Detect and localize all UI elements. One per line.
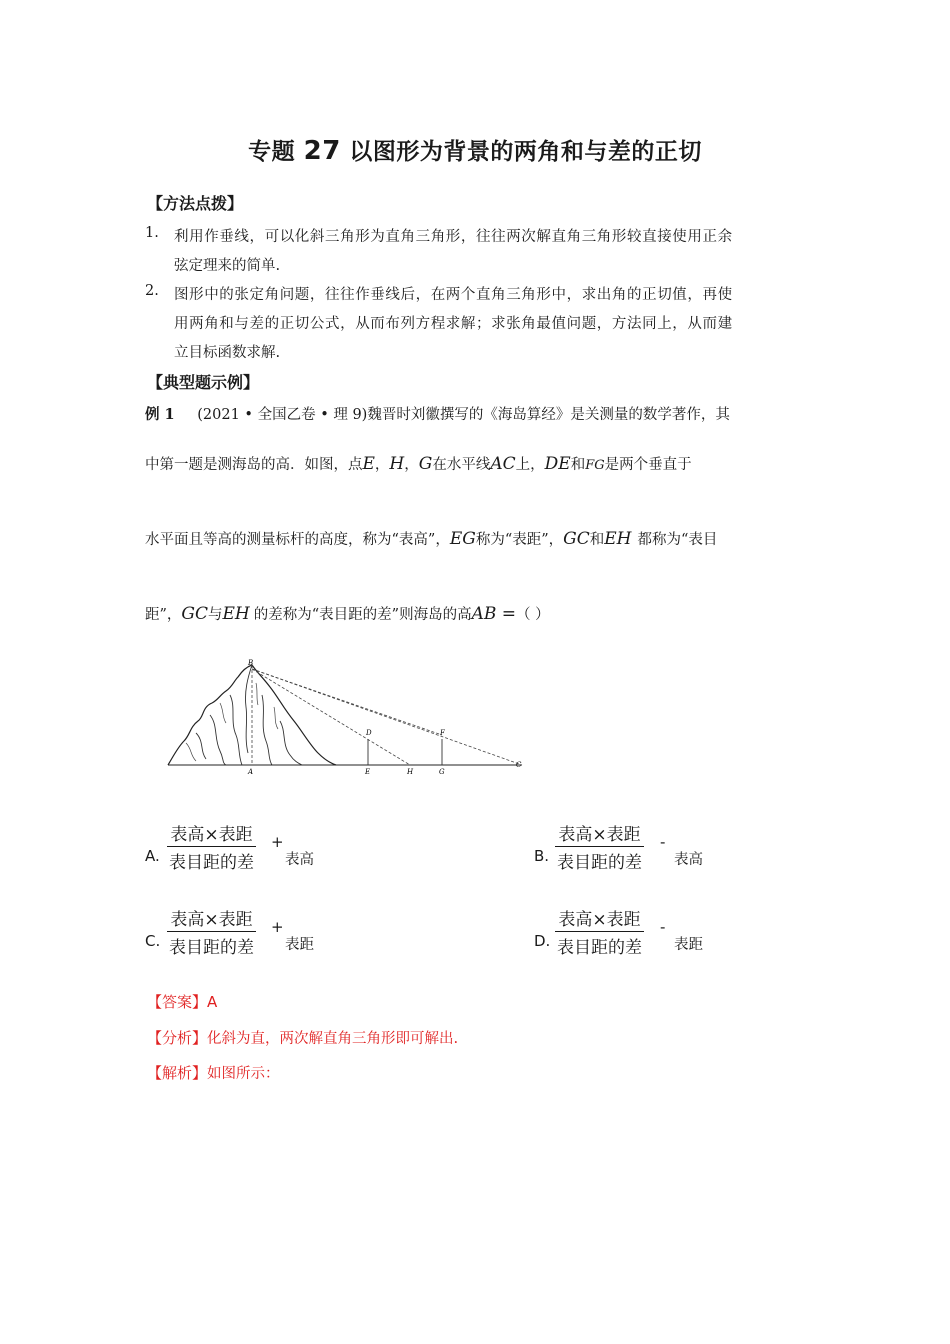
fraction-bar — [167, 846, 256, 847]
example-line-2-text-5: 是两个垂直于 — [604, 457, 692, 473]
segment-GC: GC — [181, 604, 209, 624]
island-shading — [186, 683, 278, 761]
option-b-fraction — [555, 820, 644, 873]
answer-label: 【答案】 — [147, 993, 208, 1011]
option-a-sign: + — [271, 833, 284, 851]
solution-line — [147, 1062, 280, 1083]
option-b-term: 表高 — [674, 852, 703, 868]
separator: ， — [404, 457, 419, 473]
option-c-letter[interactable]: C. — [145, 932, 161, 950]
method-item-2-line-1: 图形中的张定角问题，往往作垂线后，在两个直角三角形中，求出角的正切值，再使 — [174, 287, 733, 303]
option-c-sign: + — [271, 918, 284, 936]
title-number: 27 — [303, 136, 341, 166]
option-a-fraction — [167, 820, 256, 873]
example-line-4-text-3: 的差称为“表目距的差”则海岛的高 — [253, 607, 472, 623]
option-d-fraction — [555, 905, 644, 958]
example-line-2 — [145, 453, 692, 474]
segment-DE: DE — [544, 454, 571, 474]
example-line-4-text-4: （ ） — [516, 607, 550, 623]
solution-label: 【解析】 — [147, 1064, 208, 1082]
fraction-denominator: 表目距的差 — [169, 853, 254, 873]
example-line-3-text-4: 都称为“表目 — [637, 532, 718, 548]
method-item-1-line-1: 利用作垂线，可以化斜三角形为直角三角形，往往两次解直角三角形较直接使用正余 — [174, 229, 733, 245]
example-line-2-text-3: 上， — [515, 457, 545, 473]
solution-text: 如图所示： — [207, 1066, 280, 1082]
fraction-denominator: 表目距的差 — [169, 938, 254, 958]
example-line-4 — [145, 603, 550, 624]
option-c-fraction — [167, 905, 256, 958]
analysis-line — [147, 1027, 458, 1048]
example-line-4-text-1: 距”， — [145, 607, 182, 623]
fraction-bar — [555, 931, 644, 932]
option-d-term: 表距 — [674, 937, 703, 953]
point-E: E — [362, 454, 375, 474]
separator: ， — [374, 457, 390, 473]
fraction-denominator: 表目距的差 — [557, 938, 642, 958]
method-item-2-line-3: 立目标函数求解. — [174, 345, 281, 361]
example-line-4-text-2: 与 — [208, 607, 223, 623]
example-line-2-text-4: 和 — [570, 457, 586, 473]
answer-line — [147, 991, 217, 1012]
fraction-numerator: 表高×表距 — [558, 825, 641, 845]
example-line-3 — [145, 528, 717, 549]
option-a-term: 表高 — [285, 852, 314, 868]
method-item-1-number: 1. — [145, 225, 159, 241]
page-title — [0, 133, 950, 166]
analysis-text: 化斜为直，两次解直角三角形即可解出. — [207, 1031, 459, 1047]
height-AB: AB = — [471, 604, 517, 624]
option-b-sign: - — [660, 833, 666, 851]
title-prefix: 专题 — [248, 139, 296, 165]
segment-EH: EH — [222, 604, 250, 624]
point-G: G — [418, 454, 433, 474]
analysis-label: 【分析】 — [147, 1029, 208, 1047]
segment-AC: AC — [490, 454, 516, 474]
point-H: H — [389, 454, 405, 474]
island-ridge — [196, 665, 302, 765]
fraction-numerator: 表高×表距 — [170, 910, 253, 930]
fraction-bar — [167, 931, 256, 932]
example-line-3-text-1: 水平面且等高的测量标杆的高度，称为“表高”， — [145, 532, 450, 548]
example-label: 例 1 — [145, 406, 175, 423]
example-line-1 — [145, 403, 730, 424]
option-c-term: 表距 — [285, 937, 314, 953]
option-d-sign: - — [660, 918, 666, 936]
label-B: B — [248, 659, 254, 667]
label-A: A — [248, 768, 254, 776]
label-G: G — [439, 768, 445, 776]
example-line-3-text-2: 称为“表距”， — [475, 532, 564, 548]
example-source: (2021 • 全国乙卷 • 理 9) — [197, 407, 368, 423]
title-text: 以图形为背景的两角和与差的正切 — [349, 139, 702, 165]
example-line-2-text-1: 中第一题是测海岛的高．如图，点 — [145, 457, 363, 473]
segment-GC: GC — [563, 529, 590, 549]
label-C: C — [516, 761, 522, 769]
example-line-1-text: 魏晋时刘徽撰写的《海岛算经》是关测量的数学著作，其 — [367, 407, 730, 423]
option-b-letter[interactable]: B. — [534, 847, 550, 865]
method-item-2-number: 2. — [145, 283, 159, 299]
label-E: E — [365, 768, 371, 776]
example-line-2-text-2: 在水平线 — [432, 457, 491, 473]
option-a-letter[interactable]: A. — [145, 847, 160, 865]
label-D: D — [366, 729, 372, 737]
method-heading: 【方法点拨】 — [147, 194, 244, 213]
label-F: F — [440, 729, 445, 737]
fraction-denominator: 表目距的差 — [557, 853, 642, 873]
method-item-2-line-2: 用两角和与差的正切公式，从而布列方程求解；求张角最值问题，方法同上，从而建 — [174, 316, 733, 332]
fraction-numerator: 表高×表距 — [170, 825, 253, 845]
example-line-3-text-3: 和 — [589, 532, 605, 548]
segment-EG: EG — [449, 529, 476, 549]
fraction-bar — [555, 846, 644, 847]
label-H: H — [407, 768, 414, 776]
segment-EH: EH — [604, 529, 632, 549]
answer-value: A — [207, 993, 218, 1011]
segment-FG: FG — [585, 458, 605, 473]
option-d-letter[interactable]: D. — [534, 932, 551, 950]
island-diagram — [160, 655, 530, 780]
method-item-1-line-2: 弦定理来的简单. — [174, 258, 281, 274]
fraction-numerator: 表高×表距 — [558, 910, 641, 930]
examples-heading: 【典型题示例】 — [147, 373, 260, 392]
